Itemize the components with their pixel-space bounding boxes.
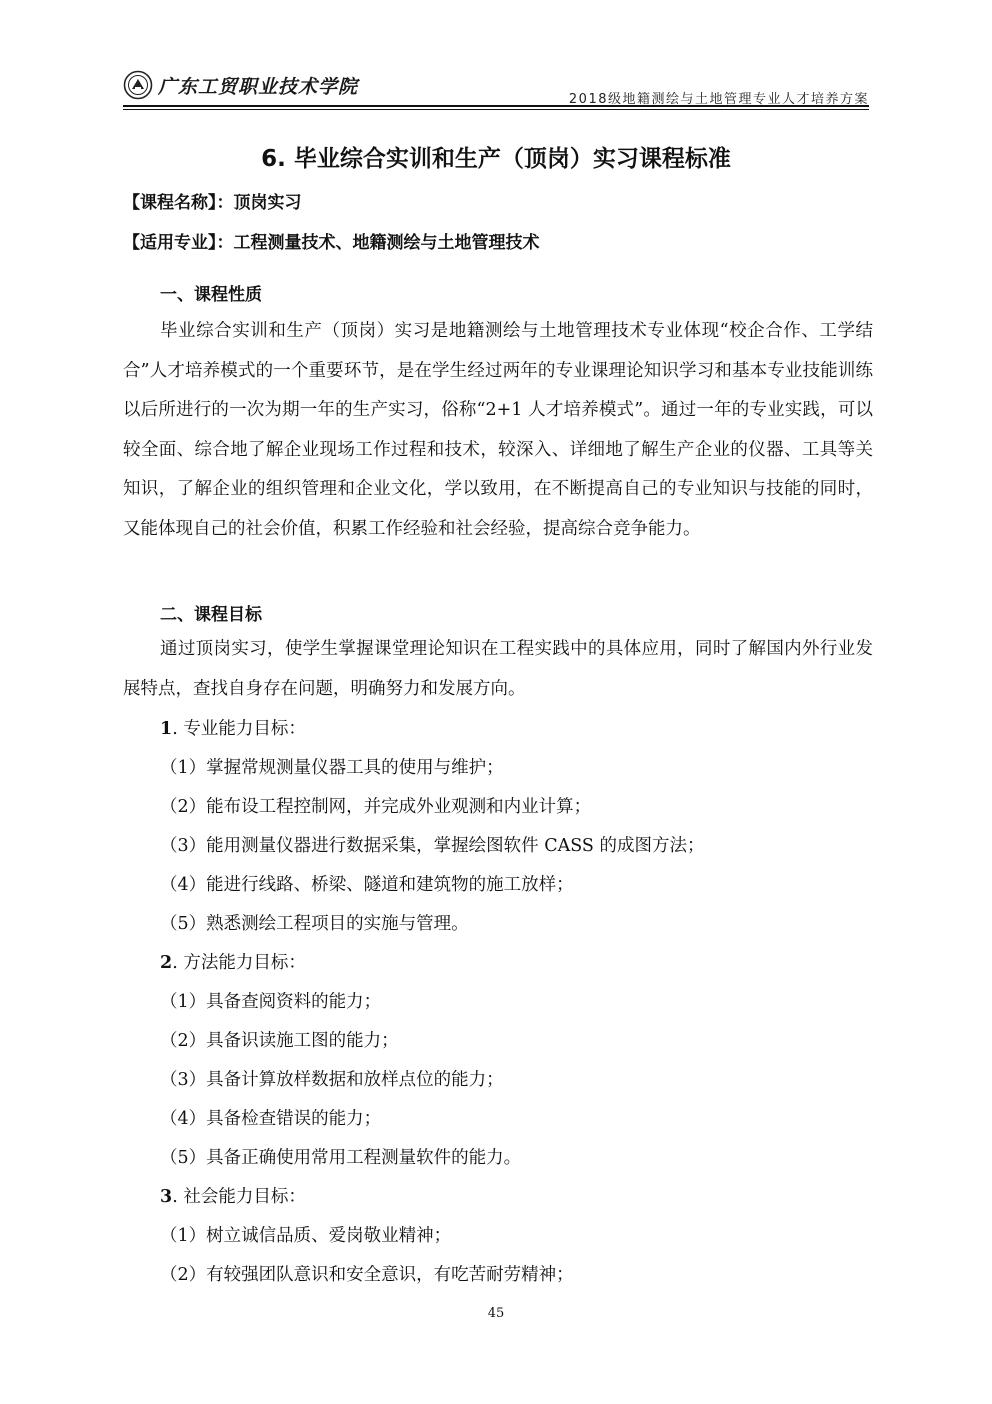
- goal-heading-social: [160, 1183, 306, 1208]
- goal-number: 1: [160, 719, 173, 739]
- course-nature-paragraph: 毕业综合实训和生产（顶岗）实习是地籍测绘与土地管理技术专业体现“校企合作、工学结合”人才培养模式的一个重要环节，是在学生经过两年的专业课理论知识学习和基本专业技能训练以后所进行的一次为期一年的生产实习，俗称“2+1 人才培养模式”。通过一年的专业实践，可以较全面、综合地了解企业现场工作过程和技术，较深入、详细地了解生产企业的仪器、工具等关知识，了解企业的组织管理和企业文化，学以致用，在不断提高自己的专业知识与技能的同时，又能体现自己的社会价值，积累工作经验和社会经验，提高综合竞争能力。: [123, 321, 873, 539]
- page-header: [123, 68, 869, 106]
- header-divider-thin: [123, 109, 869, 110]
- school-logo: [123, 70, 358, 100]
- goal-heading-method: [160, 949, 306, 974]
- section-heading-nature: 一、课程性质: [160, 285, 262, 305]
- goal-title: . 社会能力目标：: [172, 1187, 306, 1207]
- list-item: （2）能布设工程控制网，并完成外业观测和内业计算；: [160, 797, 592, 817]
- applicable-major: 【适用专业】：工程测量技术、地籍测绘与土地管理技术: [123, 233, 540, 253]
- document-title: 2018级地籍测绘与土地管理专业人才培养方案: [568, 92, 869, 107]
- list-item: （2）具备识读施工图的能力；: [160, 1031, 399, 1051]
- list-item: （1）树立诚信品质、爱岗敬业精神；: [160, 1226, 452, 1246]
- goal-number: 3: [160, 1187, 173, 1207]
- goal-heading-professional: [160, 715, 306, 740]
- course-goals-paragraph: 通过顶岗实习，使学生掌握课堂理论知识在工程实践中的具体应用，同时了解国内外行业发展特点，查找自身存在问题，明确努力和发展方向。: [123, 639, 873, 699]
- goal-number: 2: [160, 953, 173, 973]
- list-item: （5）具备正确使用常用工程测量软件的能力。: [160, 1148, 522, 1168]
- school-emblem-icon: [123, 70, 153, 100]
- header-divider: [123, 105, 869, 107]
- school-name: 广东工贸职业技术学院: [158, 75, 359, 98]
- goal-title: . 方法能力目标：: [172, 953, 306, 973]
- list-item: （4）能进行线路、桥梁、隧道和建筑物的施工放样；: [160, 875, 574, 895]
- section-heading-goals: 二、课程目标: [160, 605, 262, 625]
- list-item: （3）能用测量仪器进行数据采集，掌握绘图软件 CASS 的成图方法；: [160, 836, 705, 856]
- course-name: 【课程名称】：顶岗实习: [123, 193, 302, 213]
- goal-title: . 专业能力目标：: [172, 719, 306, 739]
- list-item: （5）熟悉测绘工程项目的实施与管理。: [160, 914, 469, 934]
- list-item: （2）有较强团队意识和安全意识，有吃苦耐劳精神；: [160, 1265, 574, 1285]
- list-item: （1）掌握常规测量仪器工具的使用与维护；: [160, 758, 504, 778]
- list-item: （4）具备检查错误的能力；: [160, 1109, 382, 1129]
- page-title: 6. 毕业综合实训和生产（顶岗）实习课程标准: [261, 146, 731, 172]
- list-item: （1）具备查阅资料的能力；: [160, 992, 382, 1012]
- list-item: （3）具备计算放样数据和放样点位的能力；: [160, 1070, 504, 1090]
- page-number: 45: [487, 1306, 505, 1321]
